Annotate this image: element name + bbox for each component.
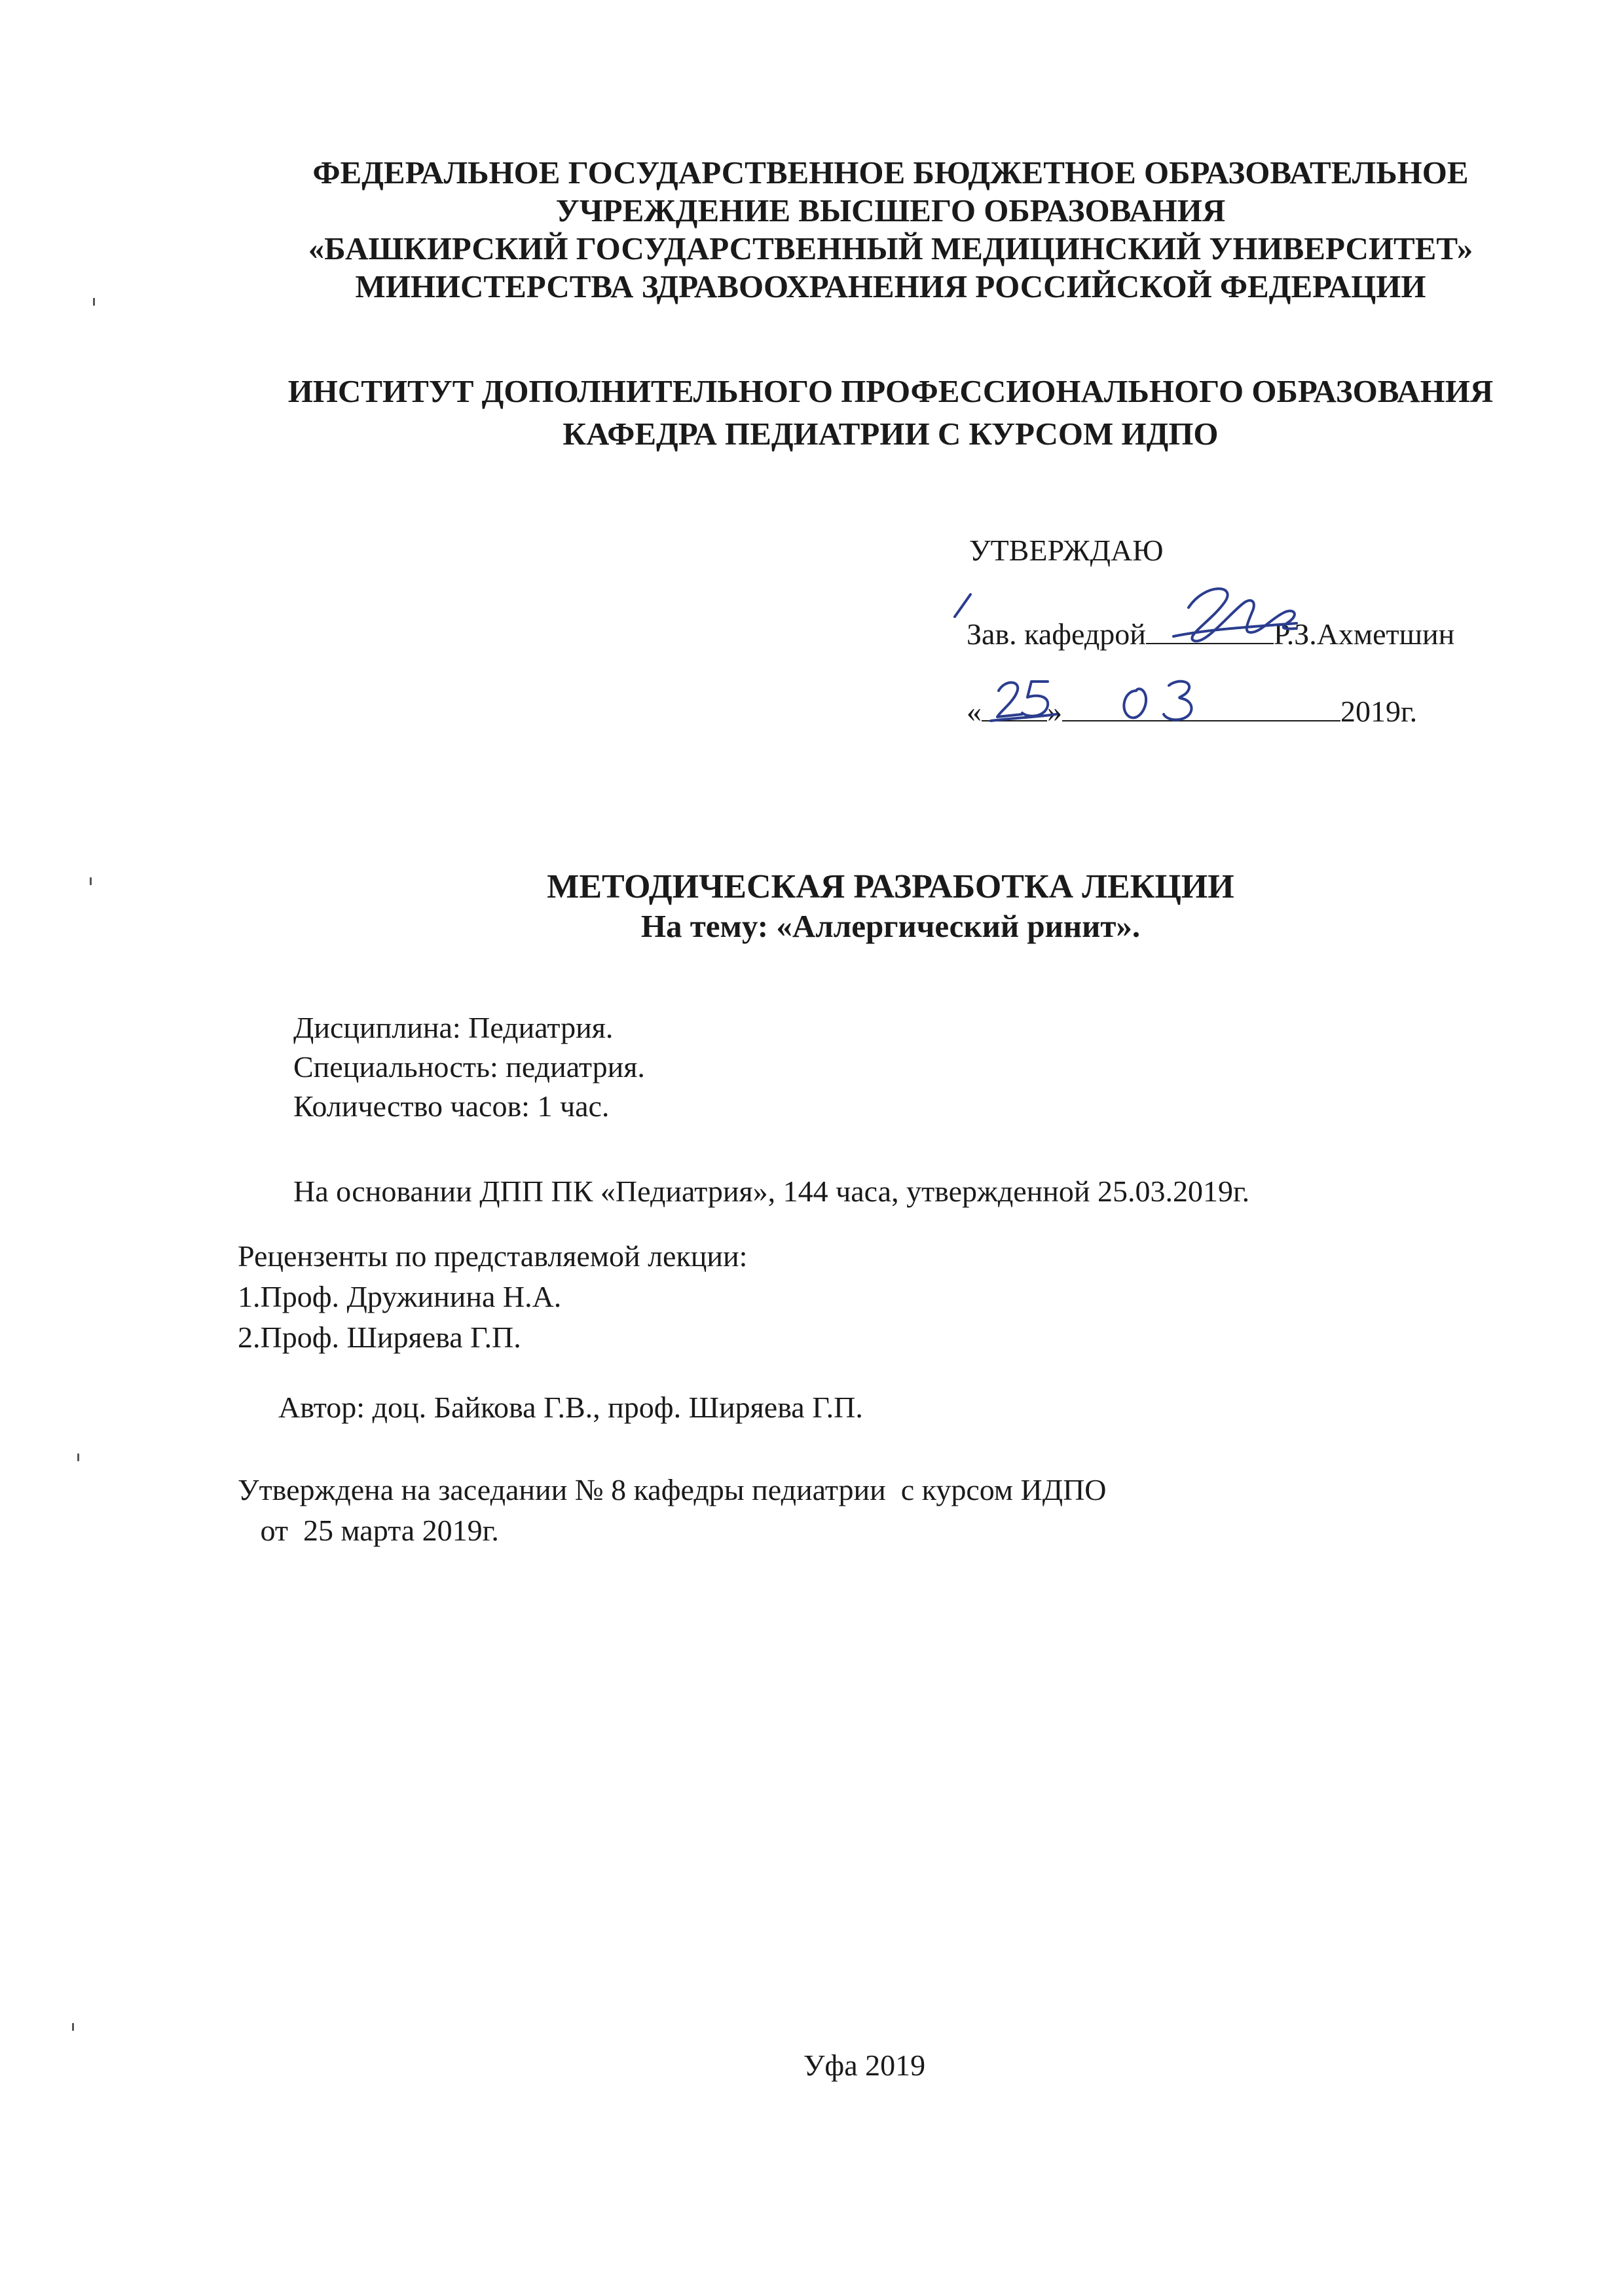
department-name: КАФЕДРА ПЕДИАТРИИ С КУРСОМ ИДПО: [563, 416, 1219, 452]
reviewers-heading: Рецензенты по представляемой лекции:: [238, 1239, 748, 1273]
city-year: Уфа 2019: [803, 2049, 926, 2082]
header-line-4: МИНИСТЕРСТВА ЗДРАВООХРАНЕНИЯ РОССИЙСКОЙ ФЕДЕРАЦИИ: [355, 268, 1426, 304]
reviewer-item: 2.Проф. Ширяева Г.П.: [238, 1321, 521, 1354]
document-title-block: [157, 867, 1624, 946]
approval-heading: УТВЕРЖДАЮ: [969, 534, 1164, 567]
university-header: [157, 154, 1624, 306]
date-close-quote: »: [1047, 695, 1062, 728]
reviewer-item: 1.Проф. Дружинина Н.А.: [238, 1280, 562, 1313]
meeting-approval: [238, 1470, 1107, 1551]
institute-block: [157, 370, 1624, 455]
reviewers-block: [238, 1236, 747, 1358]
scan-speck: [77, 1453, 79, 1461]
discipline-info: [293, 1008, 645, 1126]
header-line-3: «БАШКИРСКИЙ ГОСУДАРСТВЕННЫЙ МЕДИЦИНСКИЙ УНИВЕРСИТЕТ»: [308, 230, 1473, 266]
approval-name: Р.З.Ахметшин: [1273, 617, 1455, 651]
institute-name: ИНСТИТУТ ДОПОЛНИТЕЛЬНОГО ПРОФЕССИОНАЛЬНОГО ОБРАЗОВАНИЯ: [287, 373, 1494, 409]
approval-position: Зав. кафедрой: [967, 617, 1146, 651]
lecture-topic: На тему: «Аллергический ринит».: [640, 908, 1141, 944]
hours: Количество часов: 1 час.: [293, 1089, 610, 1123]
header-line-1: ФЕДЕРАЛЬНОЕ ГОСУДАРСТВЕННОЕ БЮДЖЕТНОЕ ОБРАЗОВАТЕЛЬНОЕ: [312, 155, 1469, 191]
program-basis: На основании ДПП ПК «Педиатрия», 144 часа, утвержденной 25.03.2019г.: [293, 1175, 1250, 1208]
meeting-line-1: Утверждена на заседании № 8 кафедры педиатрии с курсом ИДПО: [238, 1473, 1107, 1506]
scan-speck: [72, 2023, 74, 2031]
meeting-line-2: от 25 марта 2019г.: [238, 1514, 499, 1547]
author-line: Автор: доц. Байкова Г.В., проф. Ширяева Г.П.: [278, 1391, 863, 1424]
scan-speck: [93, 298, 95, 306]
city-year-footer: [0, 2046, 1624, 2085]
date-open-quote: «: [967, 695, 982, 728]
document-title: МЕТОДИЧЕСКАЯ РАЗРАБОТКА ЛЕКЦИИ: [547, 868, 1234, 905]
handwritten-date: [979, 671, 1254, 743]
date-year: 2019г.: [1340, 695, 1418, 728]
specialty: Специальность: педиатрия.: [293, 1050, 645, 1084]
scan-speck: [90, 877, 92, 885]
header-line-2: УЧРЕЖДЕНИЕ ВЫСШЕГО ОБРАЗОВАНИЯ: [555, 192, 1226, 228]
discipline: Дисциплина: Педиатрия.: [293, 1011, 614, 1044]
signature-tick-mark: [955, 594, 970, 617]
